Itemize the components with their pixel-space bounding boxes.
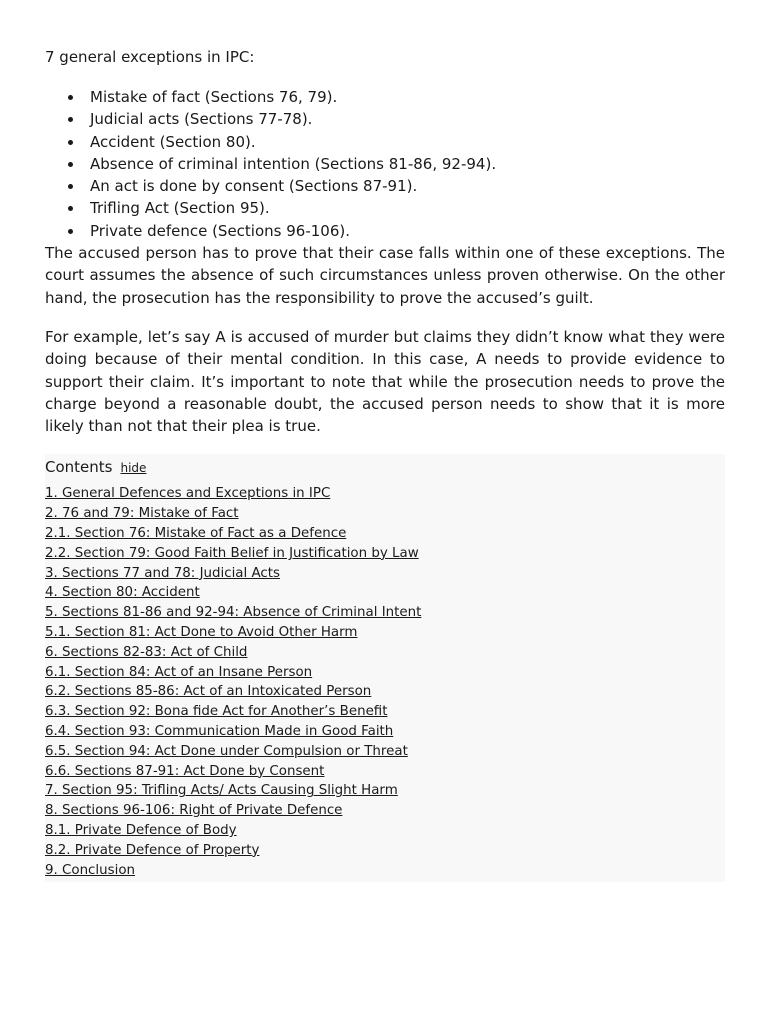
toc-link[interactable]: 1. General Defences and Exceptions in IPC xyxy=(45,486,331,502)
toc-link[interactable]: 2. 76 and 79: Mistake of Fact xyxy=(45,506,239,522)
toc-link[interactable]: 9. Conclusion xyxy=(45,862,136,878)
toc-link[interactable]: 2.2. Section 79: Good Faith Belief in Justification by Law xyxy=(45,545,419,561)
toc-title: Contents xyxy=(45,458,113,477)
toc-header xyxy=(45,456,725,484)
toc-link[interactable]: 8.2. Private Defence of Property xyxy=(45,842,260,858)
toc-hide-toggle[interactable]: hide xyxy=(120,461,147,476)
toc-link[interactable]: 4. Section 80: Accident xyxy=(45,585,200,601)
toc-link[interactable]: 6.5. Section 94: Act Done under Compulsion or Threat xyxy=(45,743,408,759)
toc-link[interactable]: 7. Section 95: Trifling Acts/ Acts Causing Slight Harm xyxy=(45,783,398,799)
toc-link[interactable]: 3. Sections 77 and 78: Judicial Acts xyxy=(45,565,281,581)
exceptions-list xyxy=(45,86,725,242)
toc-link[interactable]: 6.4. Section 93: Communication Made in Good Faith xyxy=(45,724,394,740)
toc-link[interactable]: 8.1. Private Defence of Body xyxy=(45,823,237,838)
example-paragraph: For example, let’s say A is accused of murder but claims they didn’t know what they were doing because of their mental condition. In this case, A needs to provide evidence to support their claim. It’s important to note that while the prosecution needs to prove the charge beyond a reasonable doubt, the accused person needs to show that it is more likely than not that their plea is true. xyxy=(45,327,725,436)
toc-link[interactable]: 6.3. Section 92: Bona fide Act for Another’s Benefit xyxy=(45,704,388,720)
toc-link[interactable]: 6.2. Sections 85-86: Act of an Intoxicated Person xyxy=(45,684,372,700)
list-item: Trifling Act (Section 95). xyxy=(90,197,725,219)
toc-link[interactable]: 2.1. Section 76: Mistake of Fact as a Defence xyxy=(45,526,347,542)
list-item: Absence of criminal intention (Sections 81-86, 92-94). xyxy=(90,153,725,175)
toc-list xyxy=(45,484,725,880)
toc-link[interactable]: 5. Sections 81-86 and 92-94: Absence of Criminal Intent xyxy=(45,605,422,621)
list-item: Private defence (Sections 96-106). xyxy=(90,220,725,242)
list-item: Judicial acts (Sections 77-78). xyxy=(90,108,725,130)
table-of-contents xyxy=(45,454,725,882)
list-item: Mistake of fact (Sections 76, 79). xyxy=(90,86,725,108)
toc-link[interactable]: 6.6. Sections 87-91: Act Done by Consent xyxy=(45,763,325,779)
intro-heading: 7 general exceptions in IPC: xyxy=(45,48,255,66)
list-item: Accident (Section 80). xyxy=(90,131,725,153)
burden-of-proof-paragraph: The accused person has to prove that their case falls within one of these exceptions. The court assumes the absence of such circumstances unless proven otherwise. On the other hand, the prosecution has the responsibility to prove the accused’s guilt. xyxy=(45,244,725,307)
toc-link[interactable]: 5.1. Section 81: Act Done to Avoid Other Harm xyxy=(45,625,358,641)
toc-link[interactable]: 8. Sections 96-106: Right of Private Defence xyxy=(45,803,343,819)
list-item: An act is done by consent (Sections 87-91). xyxy=(90,175,725,197)
article-body xyxy=(45,46,725,882)
toc-link[interactable]: 6. Sections 82-83: Act of Child xyxy=(45,644,248,660)
toc-link[interactable]: 6.1. Section 84: Act of an Insane Person xyxy=(45,664,313,680)
